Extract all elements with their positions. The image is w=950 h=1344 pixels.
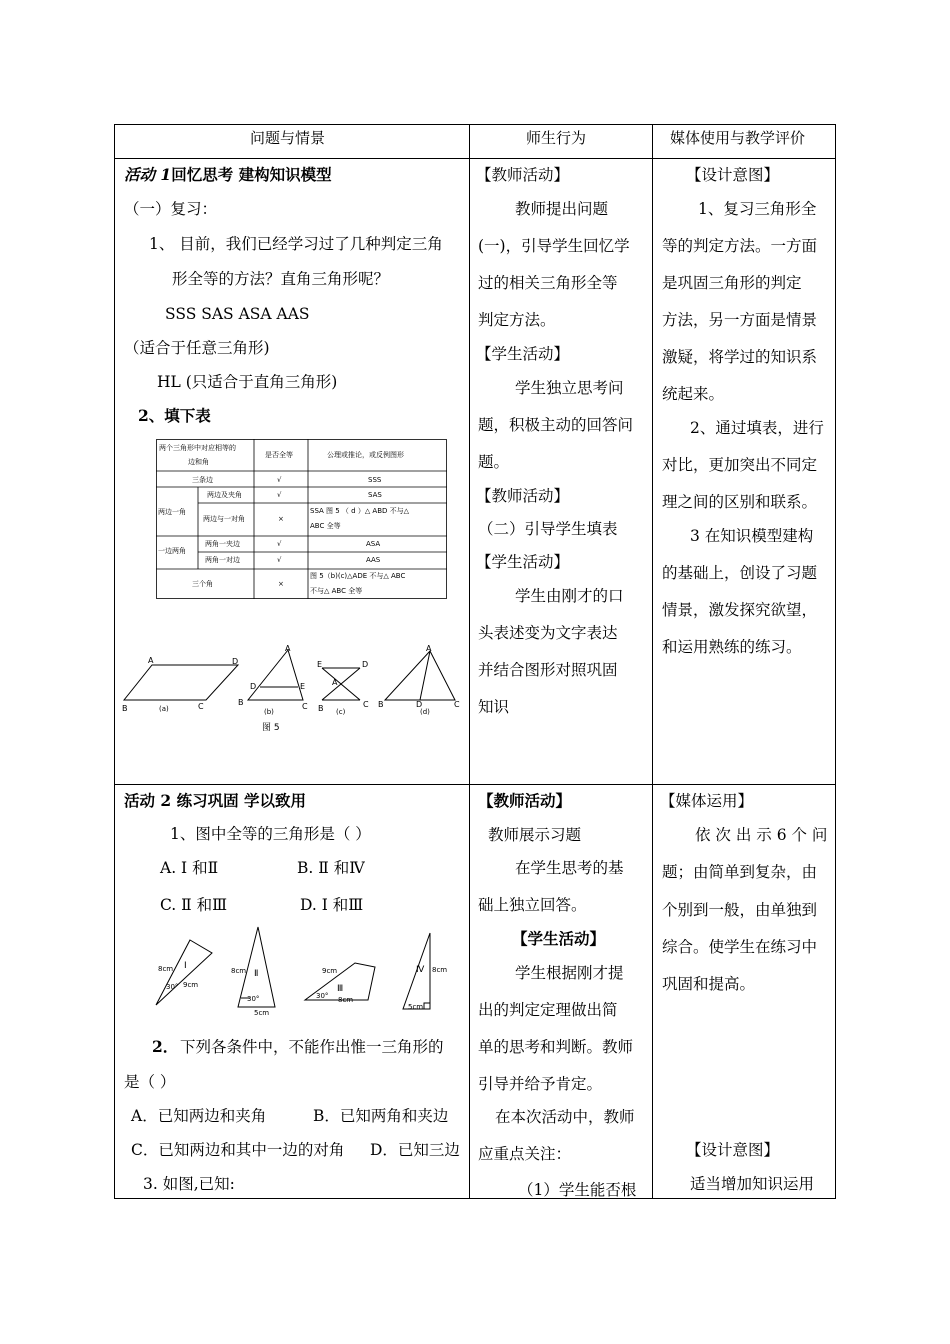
r1-student-text: 题，积极主动的回答问 (478, 416, 634, 434)
fill-row-rule: AAS (366, 556, 381, 564)
fill-row-rule: SAS (368, 491, 382, 499)
r1-design-text: 1、复习三角形全 (698, 200, 817, 218)
fig-a-label-d: D (232, 657, 239, 666)
tri-iii-label: Ⅲ (337, 984, 344, 994)
r1-teacher-text: 判定方法。 (478, 311, 556, 329)
r2-q2-option-a: A．已知两边和夹角 (131, 1107, 267, 1125)
figure-5-caption: 图 5 (262, 723, 280, 733)
r1-student-text2: 学生由刚才的口 (515, 587, 624, 605)
r1-design-text: 的基础上，创设了习题 (662, 564, 818, 582)
methods-note: （适合于任意三角形) (124, 339, 270, 357)
fig-sub-d: (d) (420, 708, 430, 716)
tri-i-label: 8cm (158, 965, 174, 973)
r2-focus-text: （1）学生能否根 (518, 1181, 637, 1199)
r2-option-a: A. Ⅰ 和Ⅱ (160, 859, 219, 877)
fig-c-label-d: D (362, 660, 369, 669)
tri-ii-label: Ⅱ (254, 969, 259, 979)
r2-media-text: 个别到一般，由单独到 (662, 901, 818, 919)
r2-q2-option-d: D．已知三边 (370, 1141, 460, 1159)
fill-row-rule-line1: SSA 图 5 （ d ）△ ABD 不与△ (310, 507, 410, 515)
r2-teacher-text: 础上独立回答。 (478, 896, 587, 914)
r1-student-text: 学生独立思考问 (515, 379, 624, 397)
fill-row-condition: 三个角 (192, 580, 213, 588)
fig-sub-c: (c) (336, 708, 346, 716)
tri-iv-label: Ⅳ (416, 965, 425, 975)
activity2-title: 活动 2 练习巩固 学以致用 (124, 791, 306, 810)
fill-row-congruent: √ (277, 540, 282, 548)
tri-iii-label: 9cm (322, 967, 338, 975)
tri-i-label: 30° (166, 983, 179, 991)
fig-a-label-a: A (148, 656, 154, 665)
fig-b-label-d: D (250, 682, 257, 691)
r1-design-text: 是巩固三角形的判定 (662, 274, 802, 292)
fig-b-label-c: C (302, 702, 308, 711)
tri-iv-label: 8cm (432, 966, 448, 974)
r1-design-text: 和运用熟练的练习。 (662, 638, 802, 656)
row-divider (114, 784, 836, 785)
r2-option-d: D. Ⅰ 和Ⅲ (300, 896, 364, 914)
r1-student-text2: 头表述变为文字表达 (478, 624, 618, 642)
fill-row-congruent: √ (277, 476, 282, 484)
activity1-title-rest: 回忆思考 建构知识模型 (171, 165, 332, 184)
fill-row-condition: 两角一夹边 (205, 540, 240, 548)
activity1-title (124, 165, 332, 185)
fig-d-label-c: C (454, 700, 460, 709)
r1-teacher-tag1: 【教师活动】 (476, 166, 570, 184)
r1-design-text: 3 在知识模型建构 (690, 527, 814, 545)
fig-c-label-c: C (363, 700, 369, 709)
question2: 2、填下表 (138, 406, 211, 425)
r1-teacher-text: 教师提出问题 (515, 200, 609, 218)
r2-option-b: B. Ⅱ 和Ⅳ (297, 859, 365, 877)
table-border-right (835, 124, 836, 1199)
r2-design-text: 适当增加知识运用 (690, 1175, 815, 1193)
fig-sub-a: (a) (159, 705, 169, 713)
fig-b-label-e: E (300, 682, 306, 691)
fill-row-rule: SSS (368, 476, 382, 484)
r2-option-c: C. Ⅱ 和Ⅲ (160, 896, 228, 914)
fill-table-header-1b: 边和角 (188, 458, 209, 466)
header-col3: 媒体使用与教学评价 (670, 129, 806, 147)
table-divider-2 (652, 124, 653, 1199)
fill-row-condition: 两边及夹角 (207, 491, 242, 499)
question1-line2: 形全等的方法？直角三角形呢？ (172, 270, 390, 288)
table-divider-1 (469, 124, 470, 1199)
r1-design-text: 2、通过填表，进行 (690, 419, 824, 437)
question1-line1: 1、 目前，我们已经学习过了几种判定三角 (149, 235, 443, 253)
fill-row-congruent: × (278, 515, 284, 523)
header-col1: 问题与情景 (250, 129, 326, 147)
fig-d-label-b: B (378, 700, 384, 709)
fig-b-label-a: A (285, 644, 291, 653)
fill-table-header-1a: 两个三角形中对应相等的 (159, 444, 236, 452)
table-border-top (114, 124, 836, 125)
fill-row-condition: 三条边 (192, 476, 213, 484)
hl-line: HL (只适合于直角三角形) (157, 373, 338, 391)
r1-design-text: 等的判定方法。一方面 (662, 237, 818, 255)
r1-student-tag1: 【学生活动】 (476, 345, 570, 363)
r2-media-text: 综合。使学生在练习中 (662, 938, 818, 956)
r2-teacher-text: 教师展示习题 (488, 826, 582, 844)
r2-media-tag: 【媒体运用】 (660, 792, 754, 810)
r2-student-text: 引导并给予肯定。 (478, 1075, 603, 1093)
fig-sub-b: (b) (264, 708, 274, 716)
tri-iii-label: 30° (316, 992, 329, 1000)
r1-student-text: 题。 (478, 453, 510, 471)
tri-ii-label: 8cm (231, 967, 247, 975)
r1-teacher-text: (一)，引导学生回忆学 (478, 237, 630, 255)
r1-design-text: 对比，更加突出不同定 (662, 456, 818, 474)
fig-d-label-a: A (426, 644, 432, 653)
r1-design-text: 激疑，将学过的知识系 (662, 348, 818, 366)
tri-ii-label: 30° (247, 995, 260, 1003)
r1-student-text2: 并结合图形对照巩固 (478, 661, 618, 679)
fill-table-header-3: 公理或推论，或反例图形 (327, 451, 404, 459)
activity1-title-italic: 活动 1 (124, 165, 172, 184)
header-col2: 师生行为 (526, 129, 587, 147)
fill-table-header-2: 是否全等 (265, 451, 293, 459)
r1-teacher-tag2: 【教师活动】 (476, 487, 570, 505)
tri-iv-label: 5cm (408, 1003, 424, 1011)
r2-q2-option-c: C．已知两边和其中一边的对角 (131, 1141, 345, 1159)
fill-row-rule: ASA (366, 540, 381, 548)
review-heading: （一）复习： (124, 200, 218, 218)
r2-question2-num: 2． (152, 1037, 179, 1056)
r2-question2-text: 下列各条件中，不能作出惟一三角形的 (180, 1038, 444, 1056)
fig-b-label-b: B (238, 698, 244, 707)
r2-q2-option-b: B．已知两角和夹边 (313, 1107, 449, 1125)
fill-row-congruent: × (278, 580, 284, 588)
fill-row-rule-line2: ABC 全等 (310, 522, 341, 530)
r2-media-text: 依 次 出 示 6 个 问 (695, 826, 828, 844)
tri-i-label: Ⅰ (184, 961, 187, 971)
tri-iii-label: 8cm (338, 996, 354, 1004)
r2-teacher-tag: 【教师活动】 (478, 791, 572, 810)
fill-row-rule-line2: 不与△ ABC 全等 (310, 587, 363, 595)
r2-student-tag: 【学生活动】 (512, 929, 606, 948)
r1-design-text: 理之间的区别和联系。 (662, 493, 818, 511)
header-divider (114, 158, 836, 159)
fig-c-label-a: A (332, 678, 338, 687)
fill-group-label: 一边两角 (158, 547, 186, 555)
r1-design-tag: 【设计意图】 (686, 166, 780, 184)
r2-design-tag: 【设计意图】 (686, 1141, 780, 1159)
fill-row-congruent: √ (277, 491, 282, 499)
r2-focus-text: 在本次活动中，教师 (495, 1108, 635, 1126)
r2-focus-text: 应重点关注： (478, 1145, 572, 1163)
r1-design-text: 情景，激发探究欲望， (662, 601, 818, 619)
r1-design-text: 方法，另一方面是情景 (662, 311, 818, 329)
r1-student-tag2: 【学生活动】 (476, 553, 570, 571)
r2-student-text: 单的思考和判断。教师 (478, 1038, 634, 1056)
fill-row-congruent: √ (277, 556, 282, 564)
congruent-triangles-figure (150, 925, 450, 1020)
r2-teacher-text: 在学生思考的基 (515, 859, 624, 877)
fill-group-label: 两边一角 (158, 508, 186, 516)
r2-student-text: 出的判定定理做出简 (478, 1001, 618, 1019)
table-border-bottom (114, 1198, 836, 1199)
fill-row-condition: 两边与一对角 (203, 515, 245, 523)
fill-row-condition: 两角一对边 (205, 556, 240, 564)
fig-c-label-b: B (318, 704, 324, 713)
r2-question1: 1、图中全等的三角形是（ ） (170, 825, 371, 843)
tri-ii-label: 5cm (254, 1009, 270, 1017)
r2-media-text: 巩固和提高。 (662, 975, 756, 993)
fig-d-label-d: D (416, 700, 423, 709)
r1-teacher-text2: （二）引导学生填表 (478, 520, 618, 538)
r2-media-text: 题；由简单到复杂，由 (662, 863, 818, 881)
r1-student-text2: 知识 (478, 698, 510, 716)
r1-teacher-text: 过的相关三角形全等 (478, 274, 618, 292)
r2-question2-text2: 是（ ） (124, 1073, 176, 1091)
r1-design-text: 统起来。 (662, 385, 725, 403)
tri-i-label: 9cm (183, 981, 199, 989)
fig-c-label-e: E (317, 660, 323, 669)
fig-a-label-b: B (122, 704, 128, 713)
fill-row-rule-line1: 图 5（b)(c)△ADE 不与△ ABC (310, 572, 406, 580)
r2-student-text: 学生根据刚才提 (515, 964, 624, 982)
fig-a-label-c: C (198, 702, 204, 711)
figure-5-diagrams (120, 645, 465, 720)
r2-question3: 3. 如图,已知: (143, 1175, 235, 1193)
table-border-left (114, 124, 115, 1199)
methods-list: SSS SAS ASA AAS (165, 305, 310, 323)
